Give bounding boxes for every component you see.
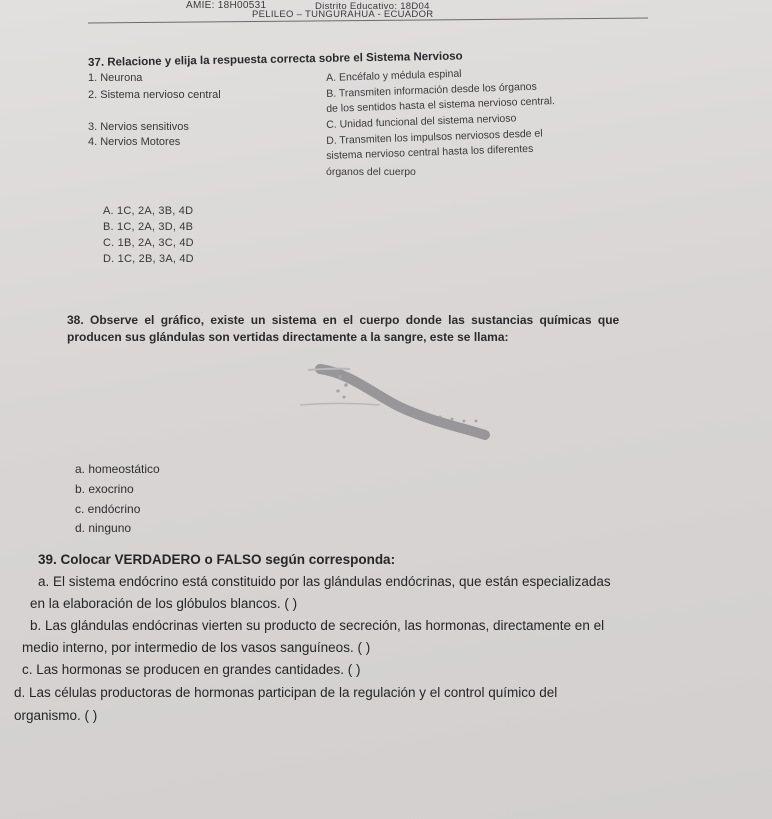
q37-def-d-line3: órganos del cuerpo xyxy=(326,166,416,178)
q38-option-a[interactable]: a. homeostático xyxy=(75,462,160,476)
amie-code: AMIE: 18H00531 xyxy=(186,0,267,11)
q38-option-d[interactable]: d. ninguno xyxy=(75,521,132,535)
question-38-line1: 38. Observe el gráfico, existe un sistema en el cuerpo donde las sustancias químicas que xyxy=(67,313,620,327)
q37-item-4: 4. Nervios Motores xyxy=(88,136,181,148)
location-label: PELILEO – TUNGURAHUA - ECUADOR xyxy=(252,9,434,20)
question-37-title: 37. Relacione y elija la respuesta correcta sobre el Sistema Nervioso xyxy=(88,50,463,69)
q39-b-line1: b. Las glándulas endócrinas vierten su producto de secreción, las hormonas, directamente en el xyxy=(30,618,605,633)
q38-option-b[interactable]: b. exocrino xyxy=(75,482,134,496)
endocrine-diagram xyxy=(280,355,510,455)
q37-def-d-line2: sistema nervioso central hasta los diferentes xyxy=(326,142,534,162)
question-39-title: 39. Colocar VERDADERO o FALSO según corresponda: xyxy=(38,552,396,567)
q37-def-b-line2: de los sentidos hasta el sistema nervioso central. xyxy=(326,95,556,115)
q39-d-line2: organismo. ( ) xyxy=(14,708,98,723)
q37-def-c: C. Unidad funcional del sistema nervioso xyxy=(326,112,517,131)
q37-def-a: A. Encéfalo y médula espinal xyxy=(326,67,462,84)
q37-option-c[interactable]: C. 1B, 2A, 3C, 4D xyxy=(103,237,194,249)
q39-a-line2: en la elaboración de los glóbulos blancos. ( ) xyxy=(30,596,298,611)
q37-option-d[interactable]: D. 1C, 2B, 3A, 4D xyxy=(103,253,194,265)
q37-def-b-line1: B. Transmiten información desde los órganos xyxy=(326,80,537,100)
q39-c: c. Las hormonas se producen en grandes cantidades. ( ) xyxy=(22,662,361,677)
district-label: Distrito Educativo: 18D04 xyxy=(315,1,430,12)
q39-d-line1: d. Las células productoras de hormonas participan de la regulación y el control químico del xyxy=(14,685,558,700)
q37-option-a[interactable]: A. 1C, 2A, 3B, 4D xyxy=(103,205,194,217)
q37-option-b[interactable]: B. 1C, 2A, 3D, 4B xyxy=(103,221,194,233)
q37-item-1: 1. Neurona xyxy=(88,72,143,84)
q38-option-c[interactable]: c. endócrino xyxy=(75,502,141,516)
q39-b-line2: medio interno, por intermedio de los vasos sanguíneos. ( ) xyxy=(22,640,371,655)
q39-a-line1: a. El sistema endócrino está constituido por las glándulas endócrinas, que están especializadas xyxy=(38,574,611,589)
question-38-line2: producen sus glándulas son vertidas directamente a la sangre, este se llama: xyxy=(67,330,509,344)
q37-def-d-line1: D. Transmiten los impulsos nerviosos desde el xyxy=(326,127,543,147)
q37-item-3: 3. Nervios sensitivos xyxy=(88,121,189,133)
q37-item-2: 2. Sistema nervioso central xyxy=(88,89,221,101)
